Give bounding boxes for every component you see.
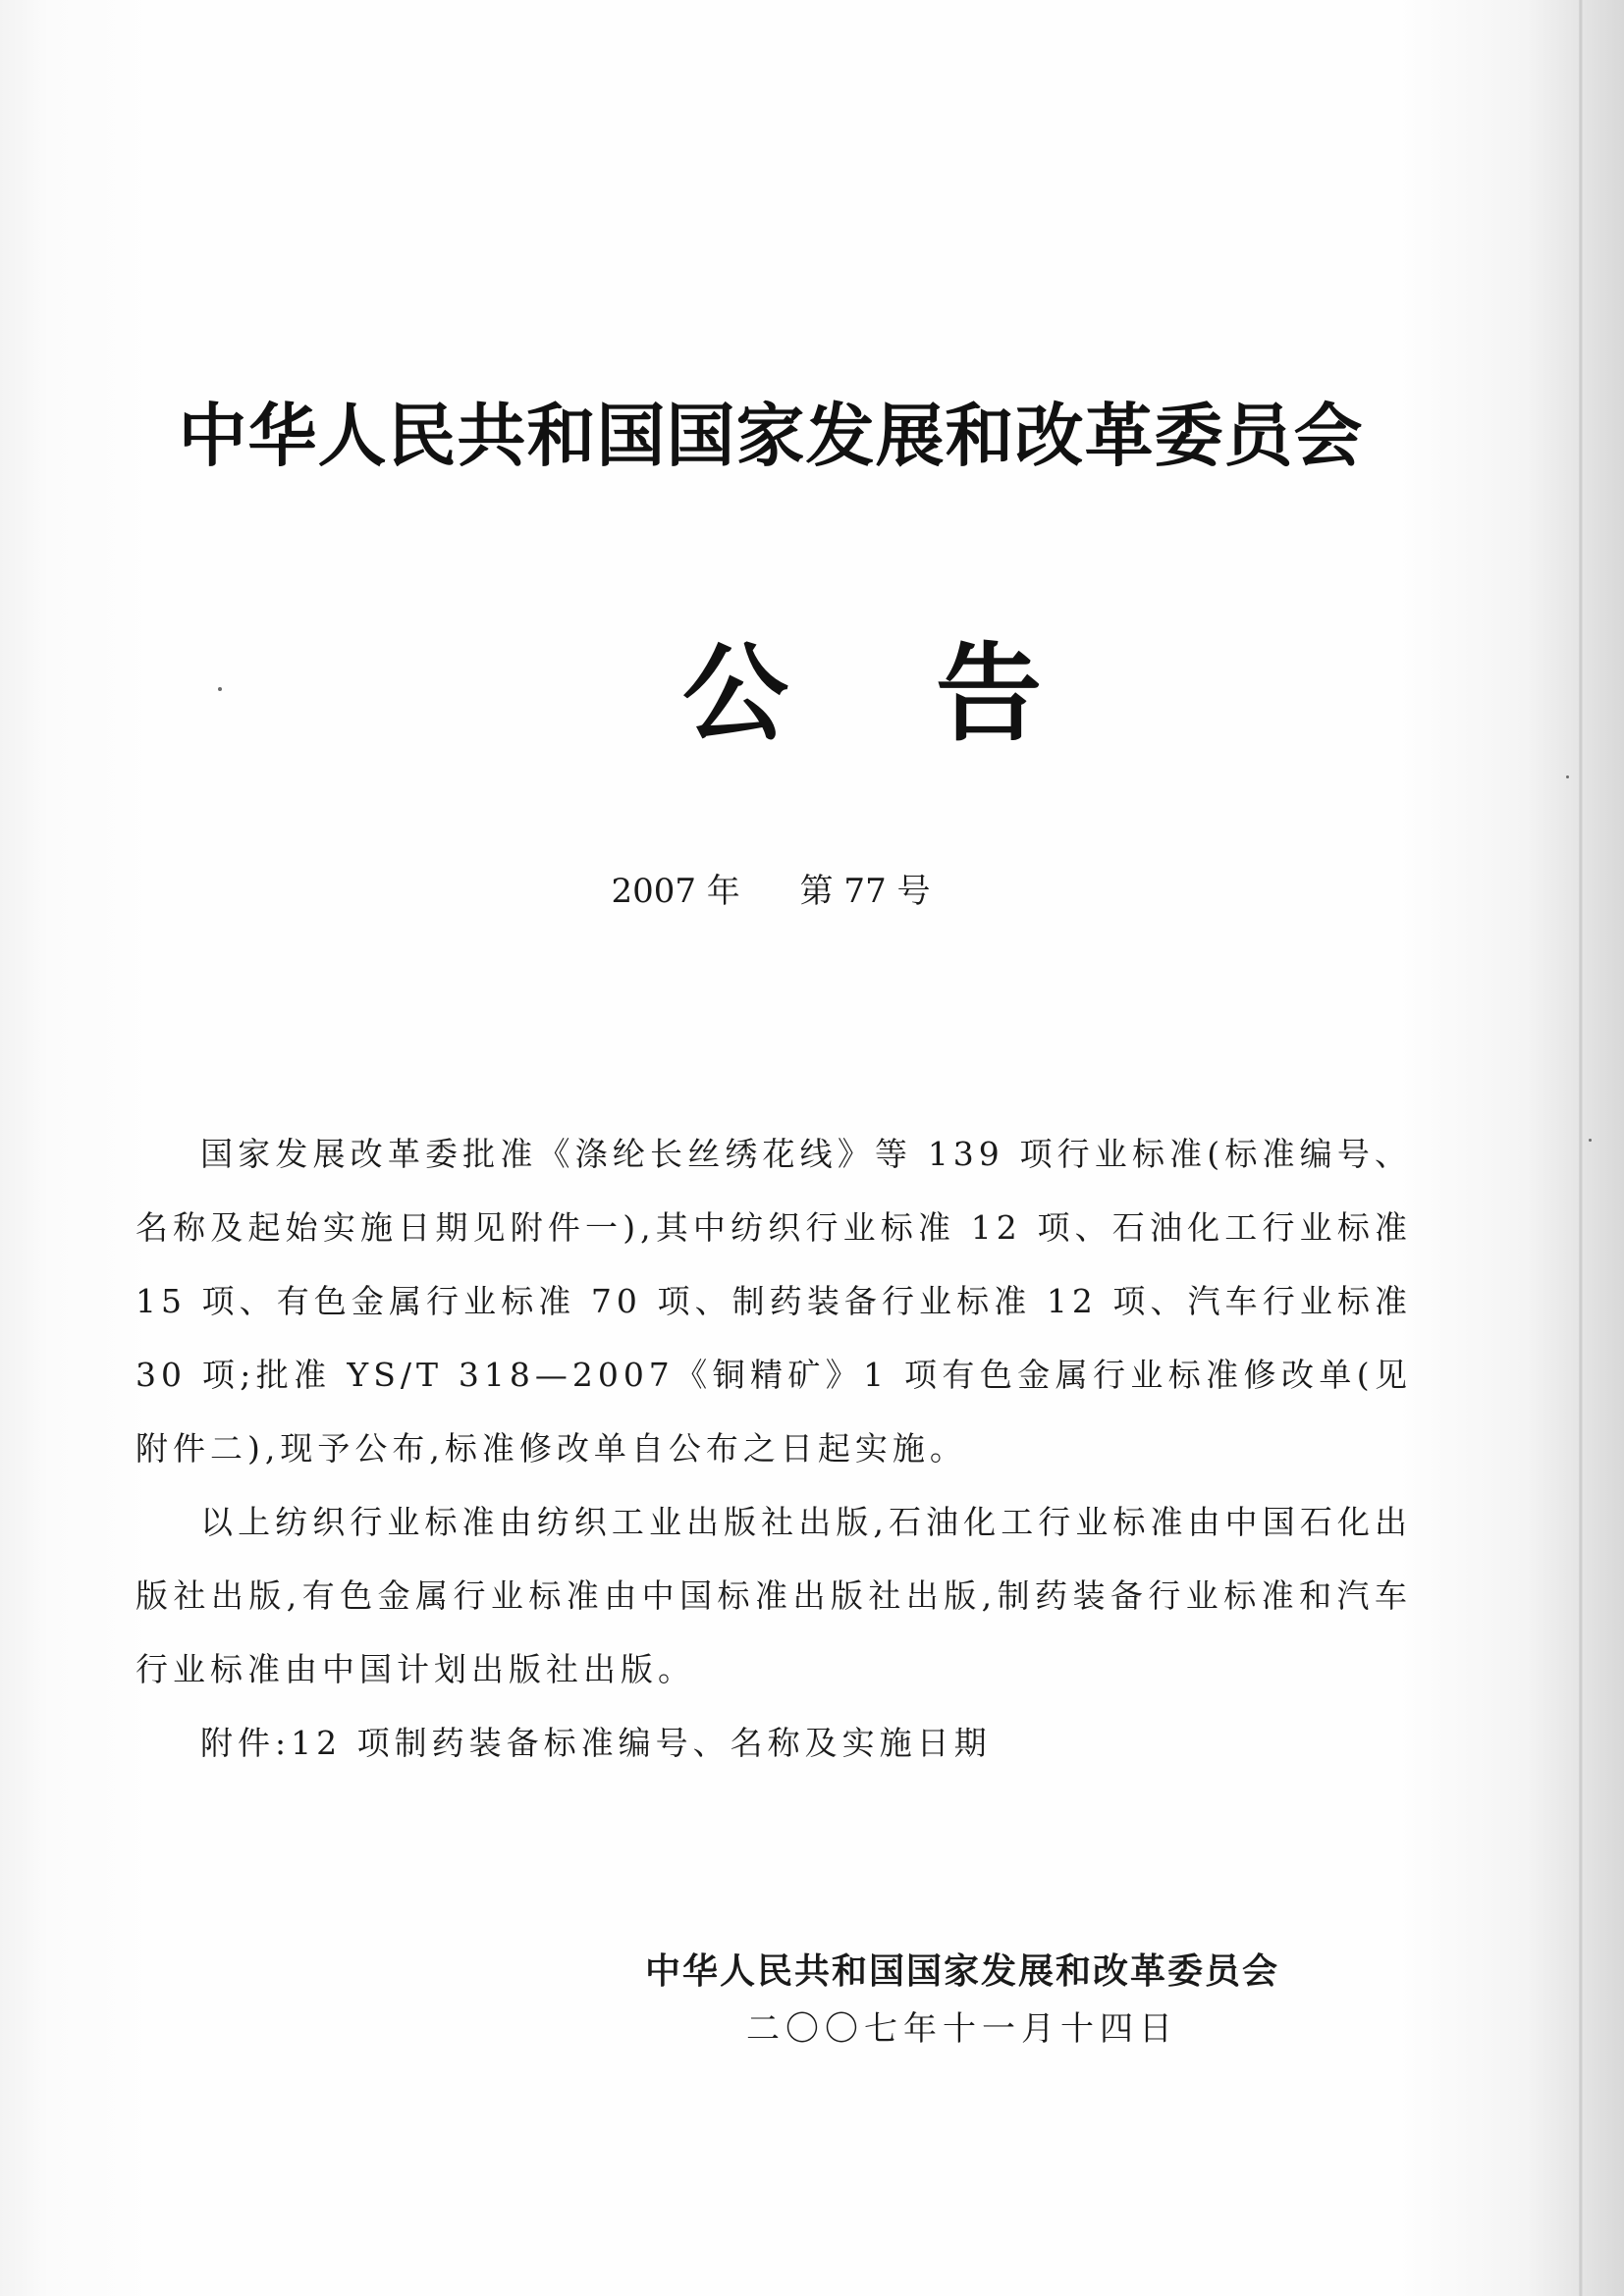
issuer-title: 中华人民共和国国家发展和改革委员会 xyxy=(178,396,1364,476)
body-paragraph: 以上纺织行业标准由纺织工业出版社出版,石油化工行业标准由中国石化出版社出版,有色金属行业标准由中国标准出版社出版,制药装备行业标准和汽车行业标准由中国计划出版社出版。 xyxy=(135,1503,1412,1688)
scan-speck xyxy=(218,687,222,691)
issue-line xyxy=(0,864,1542,912)
notice-title: 公告 xyxy=(682,633,1190,756)
body-paragraph: 国家发展改革委批准《涤纶长丝绣花线》等 139 项行业标准(标准编号、名称及起始实施日期见附件一),其中纺织行业标准 12 项、石油化工行业标准 15 项、有色金属行业标准 70 项、制药装备行业标准 12 项、汽车行业标准 30 项;批准 YS/T 318—2007《铜精矿》1 项有色金属行业标准修改单(见附件二),现予公布,标准修改单自公布之日起实施。 xyxy=(135,1135,1412,1468)
scan-speck xyxy=(1589,1139,1592,1142)
scan-speck xyxy=(1566,775,1569,778)
notice-body xyxy=(135,1117,1412,1780)
signature-block xyxy=(589,1944,1335,2057)
signature-organization: 中华人民共和国国家发展和改革委员会 xyxy=(644,1951,1279,1992)
page-fold-shadow xyxy=(1579,0,1583,2296)
attachment-note: 附件:12 项制药装备标准编号、名称及实施日期 xyxy=(200,1724,992,1762)
issue-number: 第 77 号 xyxy=(799,872,931,911)
issue-year: 2007 年 xyxy=(611,872,740,911)
signature-date: 二〇〇七年十一月十四日 xyxy=(746,2009,1178,2049)
